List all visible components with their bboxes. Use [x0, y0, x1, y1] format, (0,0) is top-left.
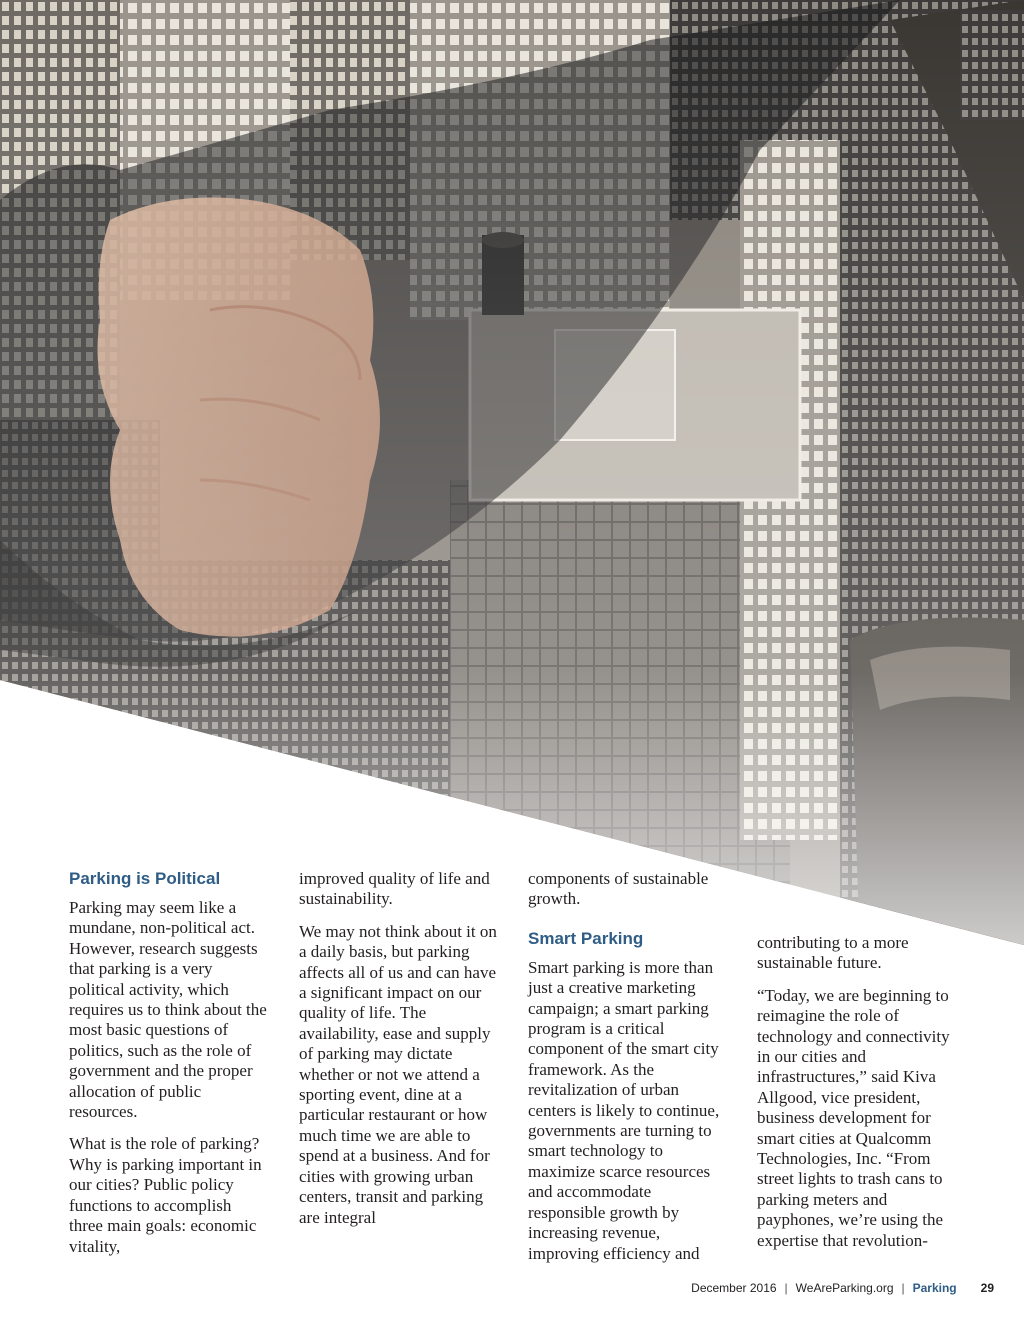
paragraph: “Today, we are beginning to reimagine the role of technology and connectivity in our cities and infrastructures,” said Kiva Allgood, vice president, business development for smart cities at Qualcomm Technologies, Inc. “From street lights to trash cans to parking meters and payphones, we’re using the expertise that revolution- [757, 985, 950, 1250]
paragraph: Smart parking is more than just a creative marketing campaign; a smart parking program is a critical component of the smart city framework. As the revitalization of urban centers is likely to continue, governments are turning to smart technology to maximize scarce resources and accommodate responsible growth by increasing revenue, improving efficiency and [528, 957, 720, 1263]
article-column-2 [299, 869, 499, 1240]
footer-separator: | [901, 1281, 905, 1295]
page-number: 29 [980, 1281, 994, 1295]
paragraph: What is the role of parking? Why is parking important in our cities? Public policy functions to accomplish three main goals: economic vitality, [69, 1134, 262, 1256]
footer-separator: | [784, 1281, 788, 1295]
website-link[interactable]: WeAreParking.org [795, 1281, 894, 1295]
article-column-1 [69, 868, 269, 1269]
paragraph: components of sustainable growth. [528, 869, 709, 909]
issue-date: December 2016 [691, 1281, 777, 1295]
paragraph: improved quality of life and sustainability. [299, 869, 490, 909]
article-column-4 [757, 933, 957, 1263]
paragraph: We may not think about it on a daily basis, but parking affects all of us and can have a significant impact on our quality of life. The availability, ease and supply of parking may dictate whether or not we attend a sporting event, dine at a particular restaurant or how much time we are able to spend at a business. And for cities with growing urban centers, transit and parking are integral [299, 921, 497, 1227]
paragraph: Parking may seem like a mundane, non-political act. However, research suggests that parking is a very political activity, which requires us to think about the most basic questions of politics, such as the role of government and the proper allocation of public resources. [69, 898, 267, 1122]
section-heading-parking-is-political: Parking is Political [69, 869, 221, 888]
article-column-3 [528, 869, 728, 1276]
section-heading-smart-parking: Smart Parking [528, 928, 644, 948]
paragraph: contributing to a more sustainable future. [757, 933, 909, 973]
page-footer [691, 1281, 994, 1295]
publication-name: Parking [912, 1281, 957, 1295]
